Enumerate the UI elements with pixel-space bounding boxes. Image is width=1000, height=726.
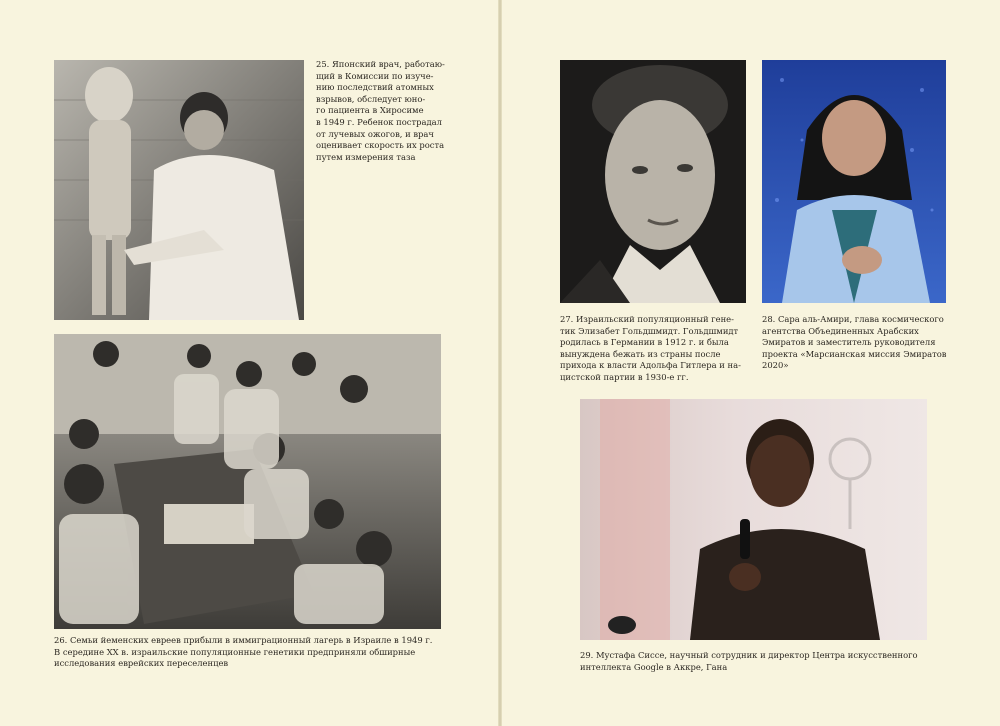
caption-28-line: проекта «Марсианская миссия Эмиратов — [762, 348, 947, 359]
photo-29-moustapha-cisse — [580, 399, 927, 640]
caption-25-line: взрывов, обследует юно- — [316, 93, 426, 104]
caption-27-line: 27. Израильский популяционный гене- — [560, 314, 734, 324]
photo-25-doctor-examining-child — [54, 60, 304, 320]
caption-25-line: щий в Комиссии по изуче- — [316, 70, 434, 81]
caption-25-line: 25. Японский врач, работаю- — [316, 59, 445, 69]
caption-27 — [560, 314, 760, 384]
caption-25-line: го пациента в Хиросиме — [316, 105, 424, 116]
caption-27-line: родилась в Германии в 1912 г. и была — [560, 337, 729, 348]
caption-29-line: 29. Мустафа Сиссе, научный сотрудник и директор Центра искусственного — [580, 650, 918, 660]
caption-25-line: оценивает скорость их роста — [316, 140, 445, 151]
book-gutter — [498, 0, 502, 726]
caption-25-line: нию последствий атомных — [316, 82, 434, 93]
caption-26-line: исследования еврейских переселенцев — [54, 658, 229, 669]
caption-25 — [316, 59, 456, 163]
caption-25-line: путем измерения таза — [316, 151, 416, 162]
caption-29 — [580, 650, 960, 673]
photo-26-yemenite-families — [54, 334, 441, 629]
caption-27-line: цистской партии в 1930-е гг. — [560, 371, 689, 382]
photo-28-sarah-al-amiri — [762, 60, 946, 303]
caption-28-line: 28. Сара аль-Амири, глава космического — [762, 314, 944, 324]
caption-26-line: В середине XX в. израильские популяционные генетики предприняли обширные — [54, 646, 416, 657]
caption-28-line: 2020» — [762, 360, 789, 371]
caption-27-line: прихода к власти Адольфа Гитлера и на- — [560, 360, 741, 371]
caption-25-line: от лучевых ожогов, и врач — [316, 128, 434, 139]
photo-27-elisabeth-goldschmidt — [560, 60, 746, 303]
caption-25-line: в 1949 г. Ребенок пострадал — [316, 116, 442, 127]
caption-27-line: вынуждена бежать из страны после — [560, 348, 721, 359]
caption-28-line: Эмиратов и заместитель руководителя — [762, 337, 936, 348]
caption-26 — [54, 635, 454, 670]
caption-28-line: агентства Объединенных Арабских — [762, 325, 919, 336]
caption-28 — [762, 314, 962, 372]
caption-27-line: тик Элизабет Гольдшмидт. Гольдшмидт — [560, 325, 739, 336]
caption-26-line: 26. Семьи йеменских евреев прибыли в иммиграционный лагерь в Израиле в 1949 г. — [54, 635, 433, 645]
caption-29-line: интеллекта Google в Аккре, Гана — [580, 661, 728, 672]
